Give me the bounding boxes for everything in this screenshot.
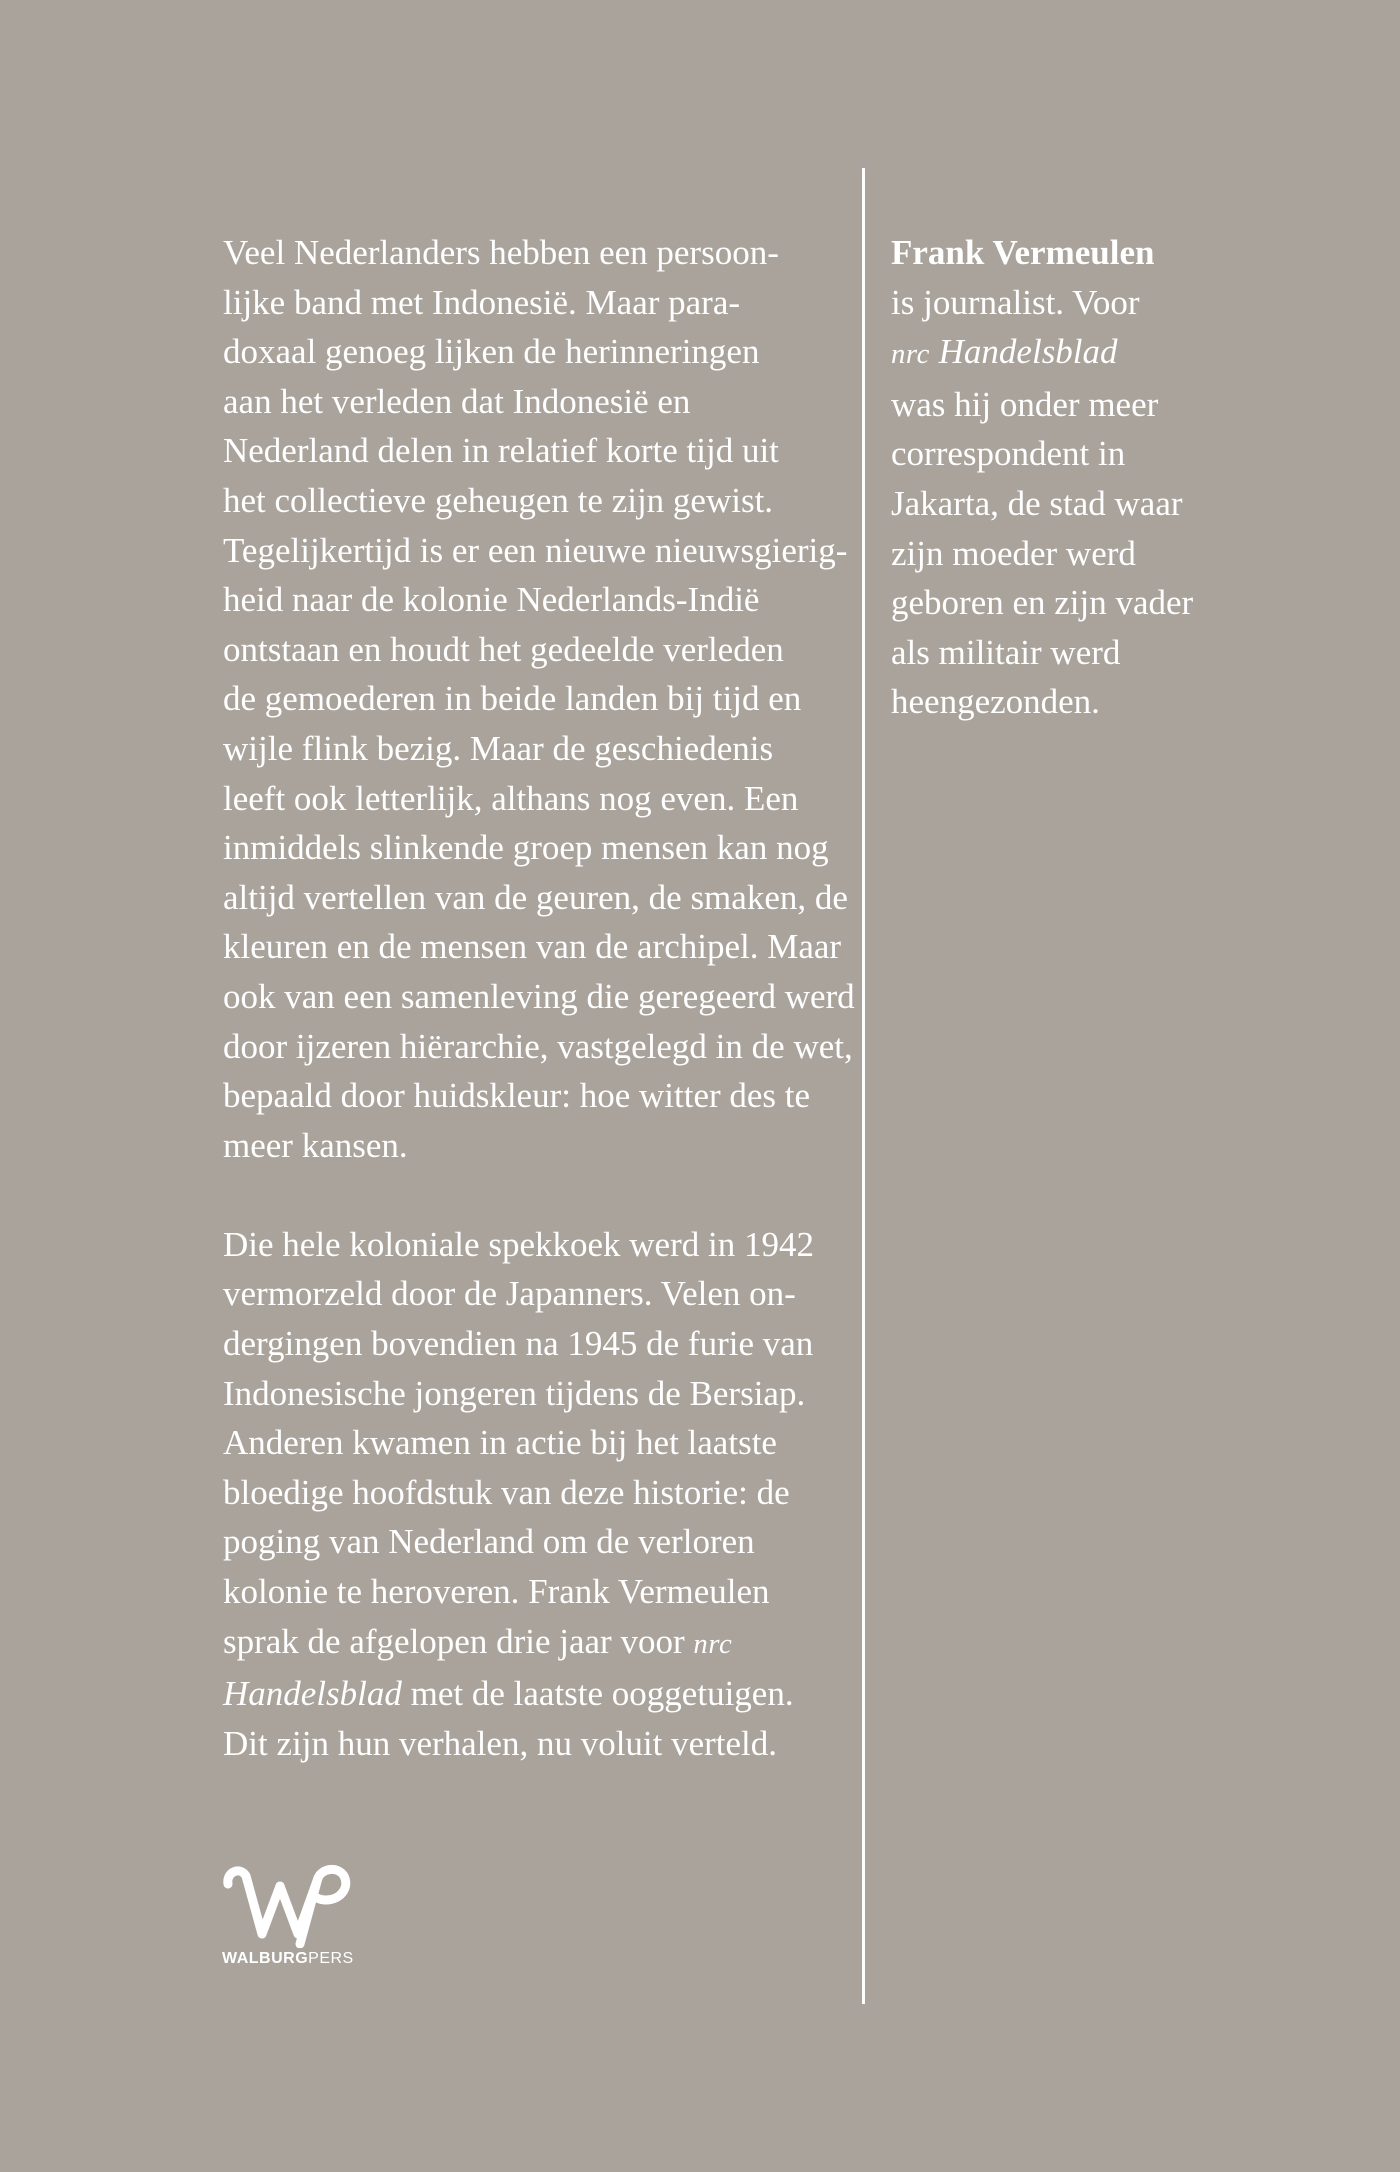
text-line: het collectieve geheugen te zijn gewist. <box>223 480 774 520</box>
text-line: Indonesische jongeren tijdens de Bersiap. <box>223 1373 806 1413</box>
text-line: ook van een samenleving die geregeerd werd <box>223 976 855 1016</box>
vertical-divider <box>862 168 865 2004</box>
text-line: bepaald door huidskleur: hoe witter des te <box>223 1076 811 1116</box>
text-line: geboren en zijn vader <box>891 583 1194 623</box>
text-line <box>223 1617 863 1670</box>
text-line: heengezonden. <box>891 682 1100 722</box>
text-line: was hij onder meer <box>891 384 1159 424</box>
text-line: kleuren en de mensen van de archipel. Maar <box>223 927 842 967</box>
text-line: Veel Nederlanders hebben een persoon- <box>223 233 779 272</box>
text-line: kolonie te heroveren. Frank Vermeulen <box>223 1572 770 1612</box>
text-line <box>223 1669 863 1719</box>
publisher-wordmark <box>222 1950 354 1968</box>
author-name: Frank Vermeulen <box>891 233 1155 272</box>
text-line: dergingen bovendien na 1945 de furie van <box>223 1324 814 1364</box>
text-fragment: met de laatste ooggetuigen. <box>401 1674 794 1714</box>
author-bio <box>891 228 1221 727</box>
text-line: Nederland delen in relatief korte tijd uit <box>223 431 779 471</box>
newspaper-name-abbrev: nrc <box>891 338 930 371</box>
blurb-paragraph-1 <box>223 228 863 1170</box>
text-line: Die hele koloniale spekkoek werd in 1942 <box>223 1224 814 1264</box>
publisher-logo-mark-icon <box>222 1860 352 1948</box>
newspaper-name-abbrev: nrc <box>693 1627 733 1660</box>
text-line: correspondent in <box>891 434 1126 474</box>
text-line: wijle flink bezig. Maar de geschiedenis <box>223 728 774 768</box>
text-line: is journalist. Voor <box>891 282 1140 322</box>
text-line: zijn moeder werd <box>891 533 1136 573</box>
blurb-text <box>223 228 863 1768</box>
newspaper-name: Handelsblad <box>938 332 1118 372</box>
text-line: leeft ook letterlijk, althans nog even. Een <box>223 778 799 818</box>
text-line: vermorzeld door de Japanners. Velen on- <box>223 1274 796 1314</box>
text-line <box>891 327 1221 380</box>
text-line: lijke band met Indonesië. Maar para- <box>223 282 741 322</box>
text-line: Dit zijn hun verhalen, nu voluit verteld. <box>223 1723 778 1763</box>
text-line: door ijzeren hiërarchie, vastgelegd in de wet, <box>223 1026 853 1066</box>
text-line: Anderen kwamen in actie bij het laatste <box>223 1423 777 1463</box>
text-line: ontstaan en houdt het gedeelde verleden <box>223 629 784 669</box>
text-line: aan het verleden dat Indonesië en <box>223 381 691 421</box>
text-line: doxaal genoeg lijken de herinneringen <box>223 332 760 372</box>
text-line: inmiddels slinkende groep mensen kan nog <box>223 828 829 868</box>
publisher-wordmark-regular: PERS <box>308 1950 354 1967</box>
text-line: altijd vertellen van de geuren, de smaken, de <box>223 877 848 917</box>
text-line: heid naar de kolonie Nederlands-Indië <box>223 580 760 620</box>
text-line: poging van Nederland om de verloren <box>223 1522 755 1562</box>
blurb-paragraph-2 <box>223 1220 863 1769</box>
text-line: de gemoederen in beide landen bij tijd en <box>223 679 802 719</box>
text-line: bloedige hoofdstuk van deze historie: de <box>223 1472 790 1512</box>
text-fragment: sprak de afgelopen drie jaar voor <box>223 1621 694 1661</box>
text-line: als militair werd <box>891 632 1121 672</box>
publisher-wordmark-bold: WALBURG <box>222 1950 309 1967</box>
text-line: meer kansen. <box>223 1125 408 1165</box>
text-line: Tegelijkertijd is er een nieuwe nieuwsgierig- <box>223 530 848 570</box>
text-line: Jakarta, de stad waar <box>891 483 1183 523</box>
newspaper-name: Handelsblad <box>223 1674 402 1714</box>
publisher-logo <box>222 1860 362 1970</box>
